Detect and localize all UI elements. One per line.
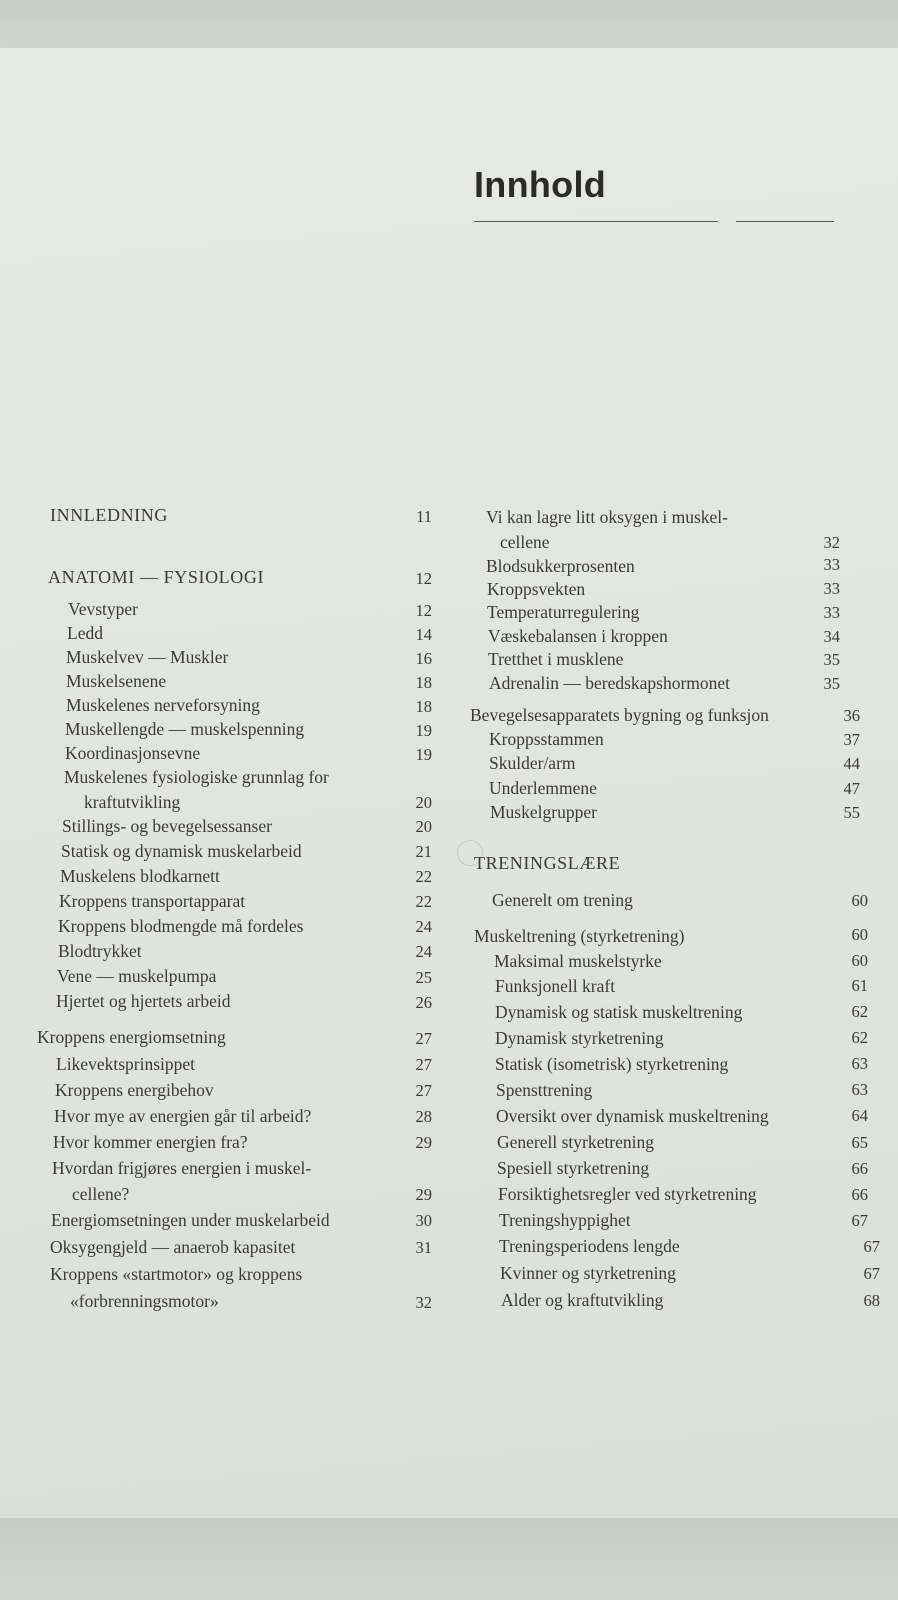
toc-entry-title: Vi kan lagre litt oksygen i muskel-: [486, 507, 728, 527]
toc-page-number: 28: [415, 1107, 432, 1126]
toc-page-number: 35: [823, 674, 840, 693]
toc-page-number: 27: [415, 1029, 432, 1048]
toc-page-number: 29: [415, 1185, 432, 1204]
toc-section-heading: ANATOMI — FYSIOLOGI: [48, 567, 265, 587]
toc-page-number: 24: [415, 942, 432, 961]
toc-page-number: 66: [851, 1185, 868, 1204]
toc-entry-title: Stillings- og bevegelsessanser: [62, 816, 272, 836]
title-rule-right: [736, 221, 834, 222]
toc-entry-title: Treningsperiodens lengde: [499, 1236, 680, 1256]
toc-entry-title: Blodtrykket: [58, 941, 142, 961]
toc-entry-title: Dynamisk og statisk muskeltrening: [495, 1002, 743, 1022]
toc-page-number: 24: [415, 917, 432, 936]
toc-entry-title: Muskelvev — Muskler: [66, 647, 229, 667]
toc-section-heading: INNLEDNING: [50, 505, 168, 525]
toc-page-number: 33: [823, 555, 840, 574]
toc-page-number: 66: [851, 1159, 868, 1178]
toc-entry-title: Kroppsstammen: [489, 729, 604, 749]
toc-entry-title: Hjertet og hjertets arbeid: [56, 991, 231, 1011]
toc-entry-title: Vevstyper: [68, 599, 138, 619]
toc-entry-title: Alder og kraftutvikling: [501, 1290, 664, 1310]
toc-page-number: 18: [415, 673, 432, 692]
toc-entry-title: Muskelsenene: [66, 671, 167, 691]
toc-page-number: 36: [843, 706, 860, 725]
toc-page-number: 68: [863, 1291, 880, 1310]
toc-entry-title: Statisk (isometrisk) styrketrening: [495, 1054, 729, 1074]
toc-section-heading: TRENINGSLÆRE: [474, 853, 621, 873]
toc-entry-title: Muskelenes fysiologiske grunnlag for: [64, 767, 329, 787]
toc-page-number: 47: [843, 779, 860, 798]
toc-entry-title: Kroppens energibehov: [55, 1080, 214, 1100]
toc-entry-title: Dynamisk styrketrening: [495, 1028, 664, 1048]
toc-page-number: 35: [823, 650, 840, 669]
toc-entry-title: Oksygengjeld — anaerob kapasitet: [50, 1237, 296, 1257]
toc-entry-title: Kroppens blodmengde må fordeles: [58, 916, 304, 936]
toc-page-number: 34: [823, 627, 840, 646]
toc-entry-title: Koordinasjonsevne: [65, 743, 201, 763]
toc-entry-title: Muskelenes nerveforsyning: [66, 695, 260, 715]
toc-page-number: 12: [415, 569, 432, 588]
toc-entry-title: Treningshyppighet: [499, 1210, 631, 1230]
toc-page-number: 44: [843, 754, 860, 773]
toc-page-number: 16: [415, 649, 432, 668]
toc-entry-title: Vene — muskelpumpa: [57, 966, 217, 986]
toc-page-number: 11: [416, 507, 432, 526]
toc-entry-title: Generelt om trening: [492, 890, 633, 910]
toc-entry-title: kraftutvikling: [84, 792, 181, 812]
toc-entry-title: Bevegelsesapparatets bygning og funksjon: [470, 705, 769, 725]
toc-page-number: 63: [851, 1080, 868, 1099]
toc-entry-title: Forsiktighetsregler ved styrketrening: [498, 1184, 757, 1204]
toc-entry-title: Likevektsprinsippet: [56, 1054, 196, 1074]
toc-page-number: 32: [823, 533, 840, 552]
toc-entry-title: Oversikt over dynamisk muskeltrening: [496, 1106, 769, 1126]
toc-page-number: 20: [415, 817, 432, 836]
toc-page-number: 63: [851, 1054, 868, 1073]
toc-entry-title: Statisk og dynamisk muskelarbeid: [61, 841, 302, 861]
toc-entry-title: Hvordan frigjøres energien i muskel-: [52, 1158, 312, 1178]
toc-entry-title: Energiomsetningen under muskelarbeid: [51, 1210, 330, 1230]
toc-page-number: 32: [415, 1293, 432, 1312]
toc-page-number: 26: [415, 993, 432, 1012]
toc-page-number: 14: [415, 625, 432, 644]
toc-entry-title: Spensttrening: [496, 1080, 593, 1100]
toc-page-number: 60: [851, 925, 868, 944]
toc-entry-title: Adrenalin — beredskapshormonet: [489, 673, 731, 693]
toc-page-number: 29: [415, 1133, 432, 1152]
toc-entry-title: Blodsukkerprosenten: [486, 556, 635, 576]
toc-page-number: 22: [415, 892, 432, 911]
toc-entry-title: Væskebalansen i kroppen: [488, 626, 668, 646]
toc-entry-title: Kroppens energiomsetning: [37, 1027, 226, 1047]
toc-entry-title: «forbrenningsmotor»: [70, 1291, 219, 1311]
toc-page-number: 19: [415, 745, 432, 764]
toc-page-number: 37: [843, 730, 860, 749]
toc-entry-title: Muskelens blodkarnett: [60, 866, 220, 886]
toc-page-number: 62: [851, 1028, 868, 1047]
toc-page-number: 67: [863, 1237, 880, 1256]
toc-page-number: 67: [851, 1211, 868, 1230]
toc-page-number: 64: [851, 1106, 868, 1125]
toc-page-number: 33: [823, 603, 840, 622]
page-title: Innhold: [474, 164, 607, 205]
toc-entry-title: cellene: [500, 532, 550, 552]
toc-page-number: 25: [415, 968, 432, 987]
toc-entry-title: Muskeltrening (styrketrening): [474, 926, 685, 946]
toc-page-number: 67: [863, 1264, 880, 1283]
toc-entry-title: Kvinner og styrketrening: [500, 1263, 676, 1283]
toc-entry-title: Kroppsvekten: [487, 579, 586, 599]
toc-page-number: 65: [851, 1133, 868, 1152]
toc-page-number: 55: [843, 803, 860, 822]
background-bottom: [0, 1518, 898, 1600]
toc-entry-title: Funksjonell kraft: [495, 976, 616, 996]
toc-page-number: 27: [415, 1081, 432, 1100]
toc-page-number: 62: [851, 1002, 868, 1021]
title-rule-left: [474, 221, 718, 222]
toc-page-number: 21: [415, 842, 432, 861]
toc-entry-title: Muskellengde — muskelspenning: [65, 719, 305, 739]
toc-page-number: 33: [823, 579, 840, 598]
toc-entry-title: Muskelgrupper: [490, 802, 597, 822]
toc-entry-title: Hvor mye av energien går til arbeid?: [54, 1106, 312, 1126]
toc-page-number: 12: [415, 601, 432, 620]
toc-page-number: 60: [851, 951, 868, 970]
toc-entry-title: cellene?: [72, 1184, 130, 1204]
toc-entry-title: Generell styrketrening: [497, 1132, 654, 1152]
toc-page-number: 18: [415, 697, 432, 716]
toc-page-number: 22: [415, 867, 432, 886]
toc-entry-title: Kroppens «startmotor» og kroppens: [50, 1264, 303, 1284]
toc-entry-title: Maksimal muskelstyrke: [494, 951, 662, 971]
toc-entry-title: Tretthet i musklene: [488, 649, 624, 669]
toc-page-number: 31: [415, 1238, 432, 1257]
toc-page-number: 61: [851, 976, 868, 995]
toc-entry-title: Spesiell styrketrening: [497, 1158, 650, 1178]
toc-page-number: 60: [851, 891, 868, 910]
toc-entry-title: Hvor kommer energien fra?: [53, 1132, 248, 1152]
toc-entry-title: Underlemmene: [489, 778, 597, 798]
toc-entry-title: Skulder/arm: [489, 753, 576, 773]
toc-page-number: 27: [415, 1055, 432, 1074]
toc-entry-title: Temperaturregulering: [487, 602, 640, 622]
toc-page-number: 19: [415, 721, 432, 740]
toc-entry-title: Ledd: [67, 623, 103, 643]
toc-entry-title: Kroppens transportapparat: [59, 891, 246, 911]
toc-page-number: 30: [415, 1211, 432, 1230]
toc-page-number: 20: [415, 793, 432, 812]
